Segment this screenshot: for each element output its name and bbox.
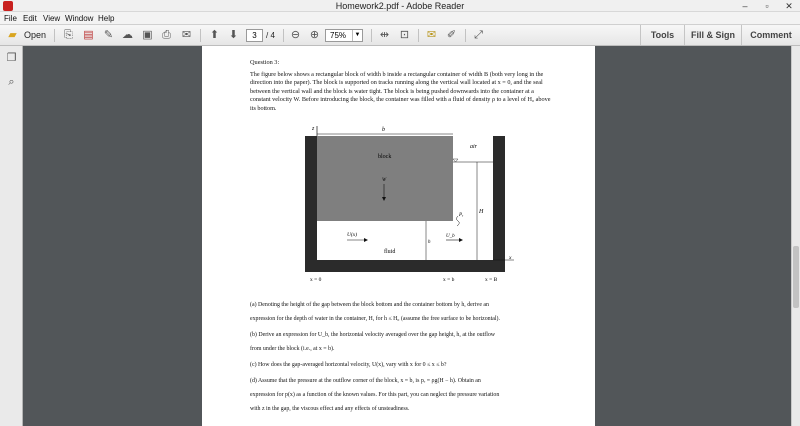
full-screen-icon[interactable]: ⤢ — [474, 29, 483, 41]
label-xB: x = B — [485, 277, 498, 283]
question-b-line-1: (b) Derive an expression for U_b, the horizontal velocity averaged over the gap height, h, at the outflow — [250, 332, 496, 338]
label-H: H — [479, 209, 484, 215]
cloud-upload-icon[interactable]: ☁ — [122, 29, 133, 41]
question-a-line-2: expression for the depth of water in the container, H, for h ≤ H₀ (assume the free surface to be horizontal). — [250, 316, 500, 322]
left-wall — [305, 136, 317, 272]
question-intro: The figure below shows a rectangular block of width b inside a rectangular container of width B (both very long in the direction into the paper). The block is supported on tracks running along the vertical wall located at x = 0, and the seal between the vertical wall and the block is water tight. The block is being pushed downwards into the container at a constant velocity W. Before introducing the block, the container was filled with a fluid of density ρ to a level of H₀ above its bottom. — [250, 71, 551, 112]
sticky-note-icon[interactable]: ✉ — [426, 29, 437, 41]
label-Ux: U(x) — [347, 232, 358, 238]
close-button[interactable]: ✕ — [785, 1, 793, 11]
minimize-button[interactable]: – — [742, 1, 748, 11]
open-button[interactable]: Open — [24, 30, 47, 40]
right-wall — [493, 136, 505, 272]
tools-button[interactable]: Tools — [640, 25, 684, 45]
free-surface-marker-icon — [453, 159, 458, 162]
zoom-level-select[interactable] — [325, 29, 363, 42]
toolbar — [0, 25, 800, 46]
toolbar-separator — [54, 29, 55, 42]
print-icon[interactable]: ⎙ — [162, 29, 171, 41]
page-thumbnails-icon[interactable]: ❐ — [6, 52, 17, 64]
toolbar-separator — [283, 29, 284, 42]
label-x: x — [509, 255, 512, 261]
zoom-out-icon[interactable]: ⊖ — [290, 29, 301, 41]
maximize-button[interactable]: ▫ — [765, 1, 769, 11]
scrollbar-thumb[interactable] — [793, 246, 799, 308]
menu-bar — [0, 12, 800, 25]
save-icon[interactable]: ▣ — [142, 29, 153, 41]
comment-button[interactable]: Comment — [741, 25, 800, 45]
label-block: block — [378, 154, 392, 160]
question-d-line-3: with z in the gap, the viscous effect and any effects of unsteadiness. — [250, 406, 410, 412]
folder-open-icon[interactable]: ▰ — [8, 29, 17, 41]
menu-window[interactable]: Window — [65, 14, 94, 23]
label-Ub: U_b — [446, 234, 455, 239]
toolbar-separator — [418, 29, 419, 42]
email-icon[interactable]: ✉ — [181, 29, 192, 41]
menu-view[interactable]: View — [43, 14, 61, 23]
window-title: Homework2.pdf - Adobe Reader — [335, 1, 465, 11]
menu-file[interactable]: File — [4, 14, 17, 23]
zoom-in-icon[interactable]: ⊕ — [309, 29, 320, 41]
label-z: z — [312, 126, 315, 132]
label-xb: x = b — [443, 277, 455, 283]
fit-page-icon[interactable]: ⊡ — [399, 29, 410, 41]
fill-sign-button[interactable]: Fill & Sign — [684, 25, 741, 45]
question-d-line-1: (d) Assume that the pressure at the outflow corner of the block, x = b, is pₑ = ρg(H − h). Obtain an — [250, 378, 481, 384]
label-air: air — [470, 144, 478, 150]
title-bar — [0, 0, 800, 12]
question-a-line-1: (a) Denoting the height of the gap between the block bottom and the container bottom by h, derive an — [250, 302, 489, 308]
label-Pe: Pₑ — [459, 213, 464, 218]
toolbar-separator — [200, 29, 201, 42]
pdf-page — [202, 46, 595, 426]
menu-edit[interactable]: Edit — [23, 14, 37, 23]
label-fluid: fluid — [384, 249, 396, 255]
next-page-icon[interactable]: ⬇ — [228, 29, 239, 41]
edit-pdf-icon[interactable]: ✎ — [103, 29, 114, 41]
label-x0: x = 0 — [310, 277, 322, 283]
question-b-line-2: from under the block (i.e., at x = b). — [250, 346, 335, 352]
label-b: b — [382, 127, 385, 133]
navigation-pane — [0, 46, 23, 426]
fit-width-icon[interactable]: ⇹ — [379, 29, 390, 41]
zoom-level-value: 75% — [330, 31, 347, 40]
previous-page-icon[interactable]: ⬆ — [209, 29, 220, 41]
menu-help[interactable]: Help — [98, 14, 115, 23]
chevron-down-icon[interactable]: ▼ — [352, 30, 362, 41]
highlight-icon[interactable]: ✐ — [446, 29, 457, 41]
fluid-column — [453, 162, 493, 260]
question-title: Question 3: — [250, 59, 280, 66]
container-bottom — [305, 260, 505, 272]
attachment-icon[interactable]: ⌕ — [8, 76, 15, 88]
create-pdf-icon[interactable]: ⎘ — [64, 29, 73, 41]
label-h: h — [428, 240, 431, 245]
question-d-line-2: expression for p(x) as a function of the known values. For this part, you can neglect the pressure variation — [250, 392, 500, 398]
toolbar-separator — [371, 29, 372, 42]
label-W: W — [382, 178, 387, 183]
page-count: / 4 — [266, 31, 275, 40]
toolbar-separator — [465, 29, 466, 42]
vertical-scrollbar[interactable] — [791, 46, 800, 426]
export-pdf-icon[interactable]: ▤ — [83, 29, 94, 41]
block-container-figure — [302, 122, 532, 286]
question-c: (c) How does the gap-averaged horizontal velocity, U(x), vary with x for 0 ≤ x ≤ b? — [250, 362, 447, 368]
page-number-input[interactable]: 3 — [246, 29, 263, 42]
